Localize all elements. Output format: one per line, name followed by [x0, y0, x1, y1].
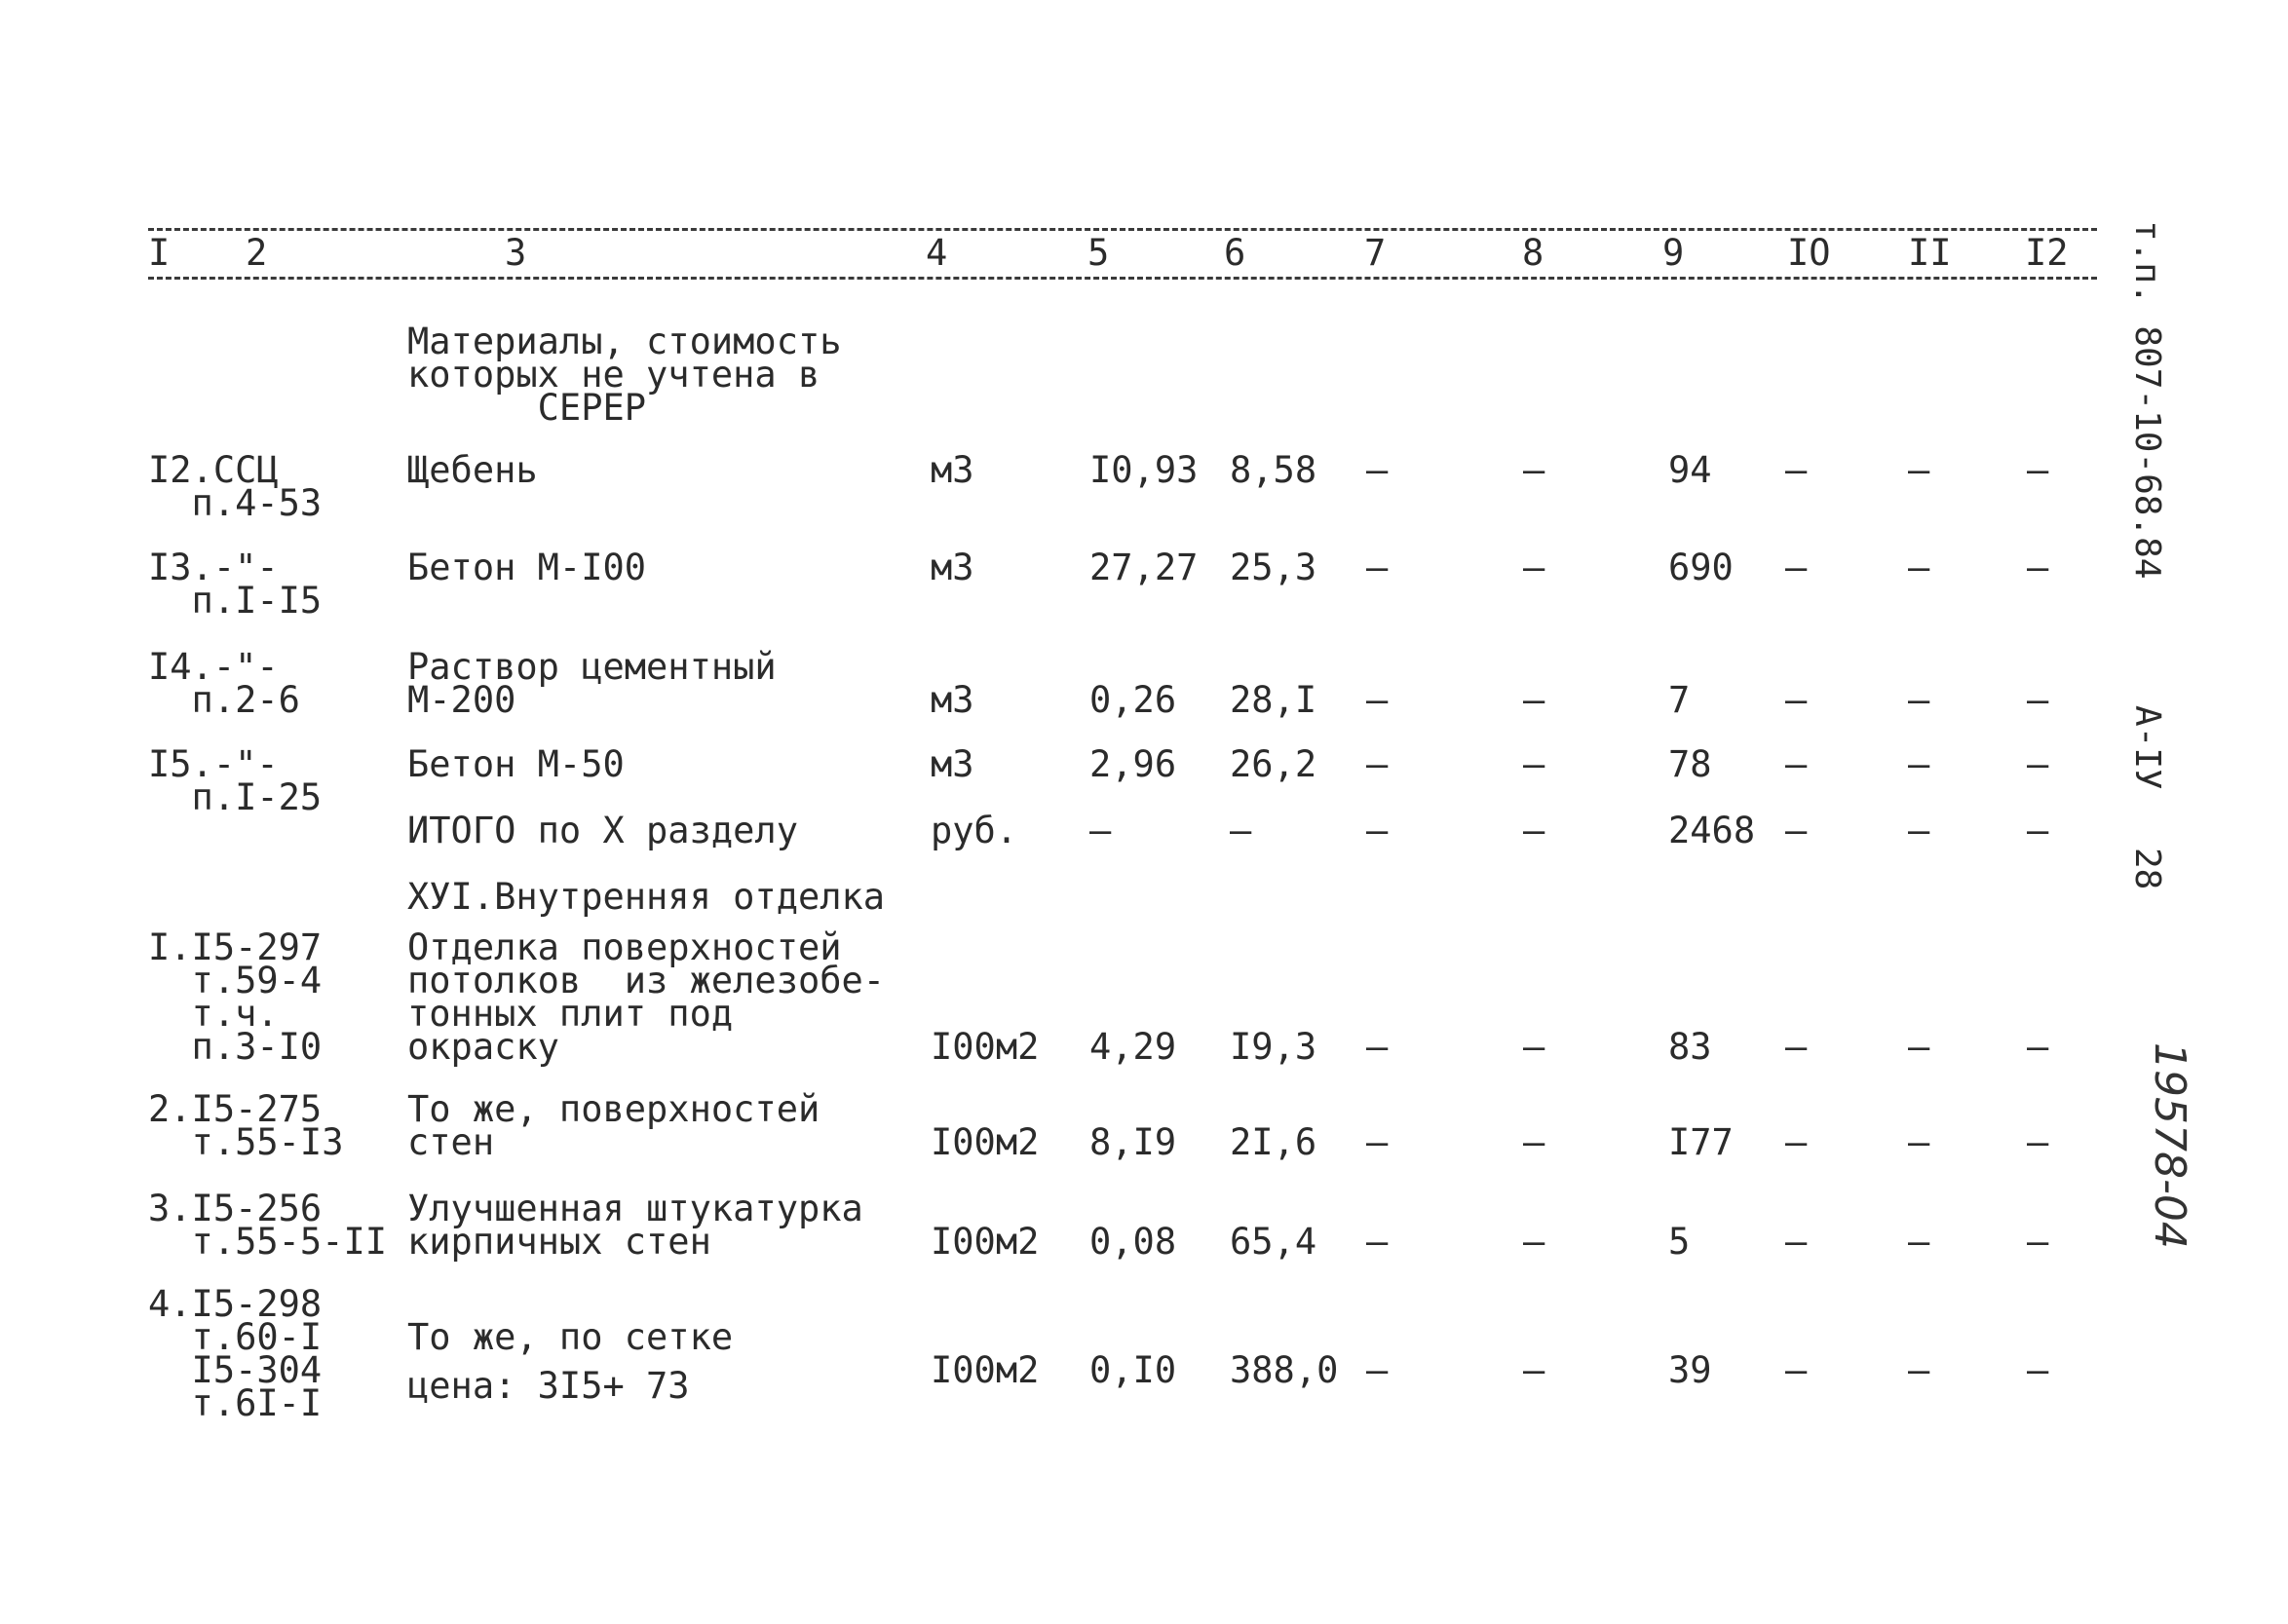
- row-c6: 26,2: [1230, 743, 1317, 785]
- row-c5: 27,27: [1089, 547, 1199, 588]
- row-code-line: п.I-I5: [148, 580, 323, 622]
- row-c8: –: [1523, 1121, 1545, 1163]
- row-c7: –: [1366, 1026, 1389, 1068]
- row-code-line: 3.I5-256: [148, 1188, 323, 1229]
- row-c9: 7: [1668, 679, 1691, 721]
- col-header-3: 3: [505, 232, 527, 274]
- row-c6: 25,3: [1230, 547, 1317, 588]
- row-name-line: цена: 3I5+ 73: [407, 1365, 690, 1407]
- row-c10: –: [1785, 679, 1808, 721]
- row-c10: –: [1785, 449, 1808, 491]
- row-code-line: I5.-"-: [148, 743, 279, 785]
- row-name-line: М-200: [407, 679, 516, 721]
- row-c9: 2468: [1668, 810, 1756, 851]
- row-c7: –: [1366, 679, 1389, 721]
- row-code-line: т.55-5-II: [148, 1221, 388, 1263]
- row-c12: –: [2027, 743, 2049, 785]
- row-c10: –: [1785, 547, 1808, 588]
- row-c7: –: [1366, 1349, 1389, 1391]
- row-c6: 28,I: [1230, 679, 1317, 721]
- row-c12: –: [2027, 679, 2049, 721]
- row-c5: 2,96: [1089, 743, 1177, 785]
- side-page: 28: [2127, 848, 2167, 890]
- row-c9: 39: [1668, 1349, 1712, 1391]
- row-code-line: 4.I5-298: [148, 1283, 323, 1325]
- row-c8: –: [1523, 1026, 1545, 1068]
- row-c11: –: [1908, 1026, 1930, 1068]
- row-unit: м3: [931, 743, 974, 785]
- col-header-6: 6: [1224, 232, 1246, 274]
- row-code-line: т.55-I3: [148, 1121, 344, 1163]
- row-c11: –: [1908, 1121, 1930, 1163]
- side-album: А-IУ: [2127, 705, 2167, 790]
- col-header-9: 9: [1662, 232, 1685, 274]
- row-unit: руб.: [931, 810, 1018, 851]
- row-unit: I00м2: [931, 1221, 1040, 1263]
- row-c5: I0,93: [1089, 449, 1199, 491]
- row-c7: –: [1366, 547, 1389, 588]
- row-c5: 0,26: [1089, 679, 1177, 721]
- row-c8: –: [1523, 743, 1545, 785]
- row-code-line: I.I5-297: [148, 926, 323, 968]
- row-c11: –: [1908, 743, 1930, 785]
- row-code-line: I3.-"-: [148, 547, 279, 588]
- row-unit: I00м2: [931, 1349, 1040, 1391]
- row-c9: 5: [1668, 1221, 1691, 1263]
- row-name-line: стен: [407, 1121, 495, 1163]
- row-name-line: Бетон М-50: [407, 743, 625, 785]
- row-c12: –: [2027, 547, 2049, 588]
- row-code-line: п.4-53: [148, 482, 323, 524]
- col-header-8: 8: [1522, 232, 1544, 274]
- header-bottom-rule: [148, 277, 2097, 280]
- side-archive-number: 19578-04: [2145, 1042, 2194, 1249]
- side-code: т.п. 807-10-68.84: [2127, 220, 2167, 580]
- row-c7: –: [1366, 1221, 1389, 1263]
- section-title-line: СЕРЕР: [537, 387, 647, 429]
- col-header-2: 2: [246, 232, 268, 274]
- row-c8: –: [1523, 1221, 1545, 1263]
- col-header-10: IO: [1787, 232, 1831, 274]
- row-c9: I77: [1668, 1121, 1734, 1163]
- row-name-line: То же, поверхностей: [407, 1088, 820, 1130]
- row-c11: –: [1908, 449, 1930, 491]
- row-unit: м3: [931, 547, 974, 588]
- row-unit: м3: [931, 679, 974, 721]
- row-c10: –: [1785, 743, 1808, 785]
- col-header-11: II: [1908, 232, 1952, 274]
- row-c5: –: [1089, 810, 1112, 851]
- row-c6: –: [1230, 810, 1252, 851]
- col-header-7: 7: [1364, 232, 1387, 274]
- row-code-line: т.60-I: [148, 1316, 323, 1358]
- row-unit: I00м2: [931, 1026, 1040, 1068]
- row-c10: –: [1785, 1349, 1808, 1391]
- row-c12: –: [2027, 1121, 2049, 1163]
- row-c8: –: [1523, 449, 1545, 491]
- row-name-line: То же, по сетке: [407, 1316, 734, 1358]
- row-code-line: I2.ССЦ: [148, 449, 279, 491]
- row-code-line: I4.-"-: [148, 646, 279, 688]
- row-c10: –: [1785, 1026, 1808, 1068]
- row-name-line: Отделка поверхностей: [407, 926, 842, 968]
- section-title: [407, 321, 842, 429]
- row-c11: –: [1908, 810, 1930, 851]
- row-c11: –: [1908, 679, 1930, 721]
- row-c6: I9,3: [1230, 1026, 1317, 1068]
- row-c12: –: [2027, 1221, 2049, 1263]
- row-c12: –: [2027, 449, 2049, 491]
- section-title-line: Материалы, стоимость: [407, 321, 842, 362]
- row-code-line: п.I-25: [148, 776, 323, 818]
- row-c7: –: [1366, 810, 1389, 851]
- row-code-line: т.6I-I: [148, 1382, 323, 1424]
- row-name-line: потолков из железобе-: [407, 960, 886, 1001]
- row-c9: 83: [1668, 1026, 1712, 1068]
- row-code-line: п.2-6: [148, 679, 300, 721]
- row-unit: м3: [931, 449, 974, 491]
- row-code-line: п.3-I0: [148, 1026, 323, 1068]
- row-name-line: Бетон М-I00: [407, 547, 647, 588]
- row-code-line: т.59-4: [148, 960, 323, 1001]
- col-header-12: I2: [2025, 232, 2069, 274]
- row-c11: –: [1908, 1221, 1930, 1263]
- row-c10: –: [1785, 810, 1808, 851]
- row-c7: –: [1366, 449, 1389, 491]
- row-name-line: тонных плит под: [407, 993, 734, 1035]
- row-name-line: ИТОГО по Х разделу: [407, 810, 798, 851]
- row-unit: I00м2: [931, 1121, 1040, 1163]
- row-c11: –: [1908, 547, 1930, 588]
- row-c9: 690: [1668, 547, 1734, 588]
- row-c8: –: [1523, 547, 1545, 588]
- row-c9: 78: [1668, 743, 1712, 785]
- row-name-line: Раствор цементный: [407, 646, 777, 688]
- row-c12: –: [2027, 810, 2049, 851]
- row-c8: –: [1523, 810, 1545, 851]
- col-header-4: 4: [926, 232, 948, 274]
- row-c5: 0,08: [1089, 1221, 1177, 1263]
- row-c8: –: [1523, 679, 1545, 721]
- header-top-rule: [148, 228, 2097, 231]
- row-c12: –: [2027, 1026, 2049, 1068]
- col-header-5: 5: [1087, 232, 1110, 274]
- row-c6: 2I,6: [1230, 1121, 1317, 1163]
- row-c12: –: [2027, 1349, 2049, 1391]
- col-header-1: I: [148, 232, 171, 274]
- row-c5: 0,I0: [1089, 1349, 1177, 1391]
- row-c8: –: [1523, 1349, 1545, 1391]
- row-name-line: Улучшенная штукатурка: [407, 1188, 863, 1229]
- row-c10: –: [1785, 1221, 1808, 1263]
- row-code-line: 2.I5-275: [148, 1088, 323, 1130]
- row-c6: 388,0: [1230, 1349, 1339, 1391]
- row-name-line: кирпичных стен: [407, 1221, 711, 1263]
- row-c9: 94: [1668, 449, 1712, 491]
- row-c6: 8,58: [1230, 449, 1317, 491]
- row-name-line: ХУI.Внутренняя отделка: [407, 876, 886, 918]
- row-c11: –: [1908, 1349, 1930, 1391]
- row-name-line: окраску: [407, 1026, 559, 1068]
- row-c7: –: [1366, 1121, 1389, 1163]
- row-c10: –: [1785, 1121, 1808, 1163]
- row-c7: –: [1366, 743, 1389, 785]
- section-title-line: которых не учтена в: [407, 354, 820, 396]
- row-c6: 65,4: [1230, 1221, 1317, 1263]
- row-code-line: т.ч.: [148, 993, 279, 1035]
- row-name-line: Щебень: [407, 449, 538, 491]
- row-code-line: I5-304: [148, 1349, 323, 1391]
- row-c5: 4,29: [1089, 1026, 1177, 1068]
- row-c5: 8,I9: [1089, 1121, 1177, 1163]
